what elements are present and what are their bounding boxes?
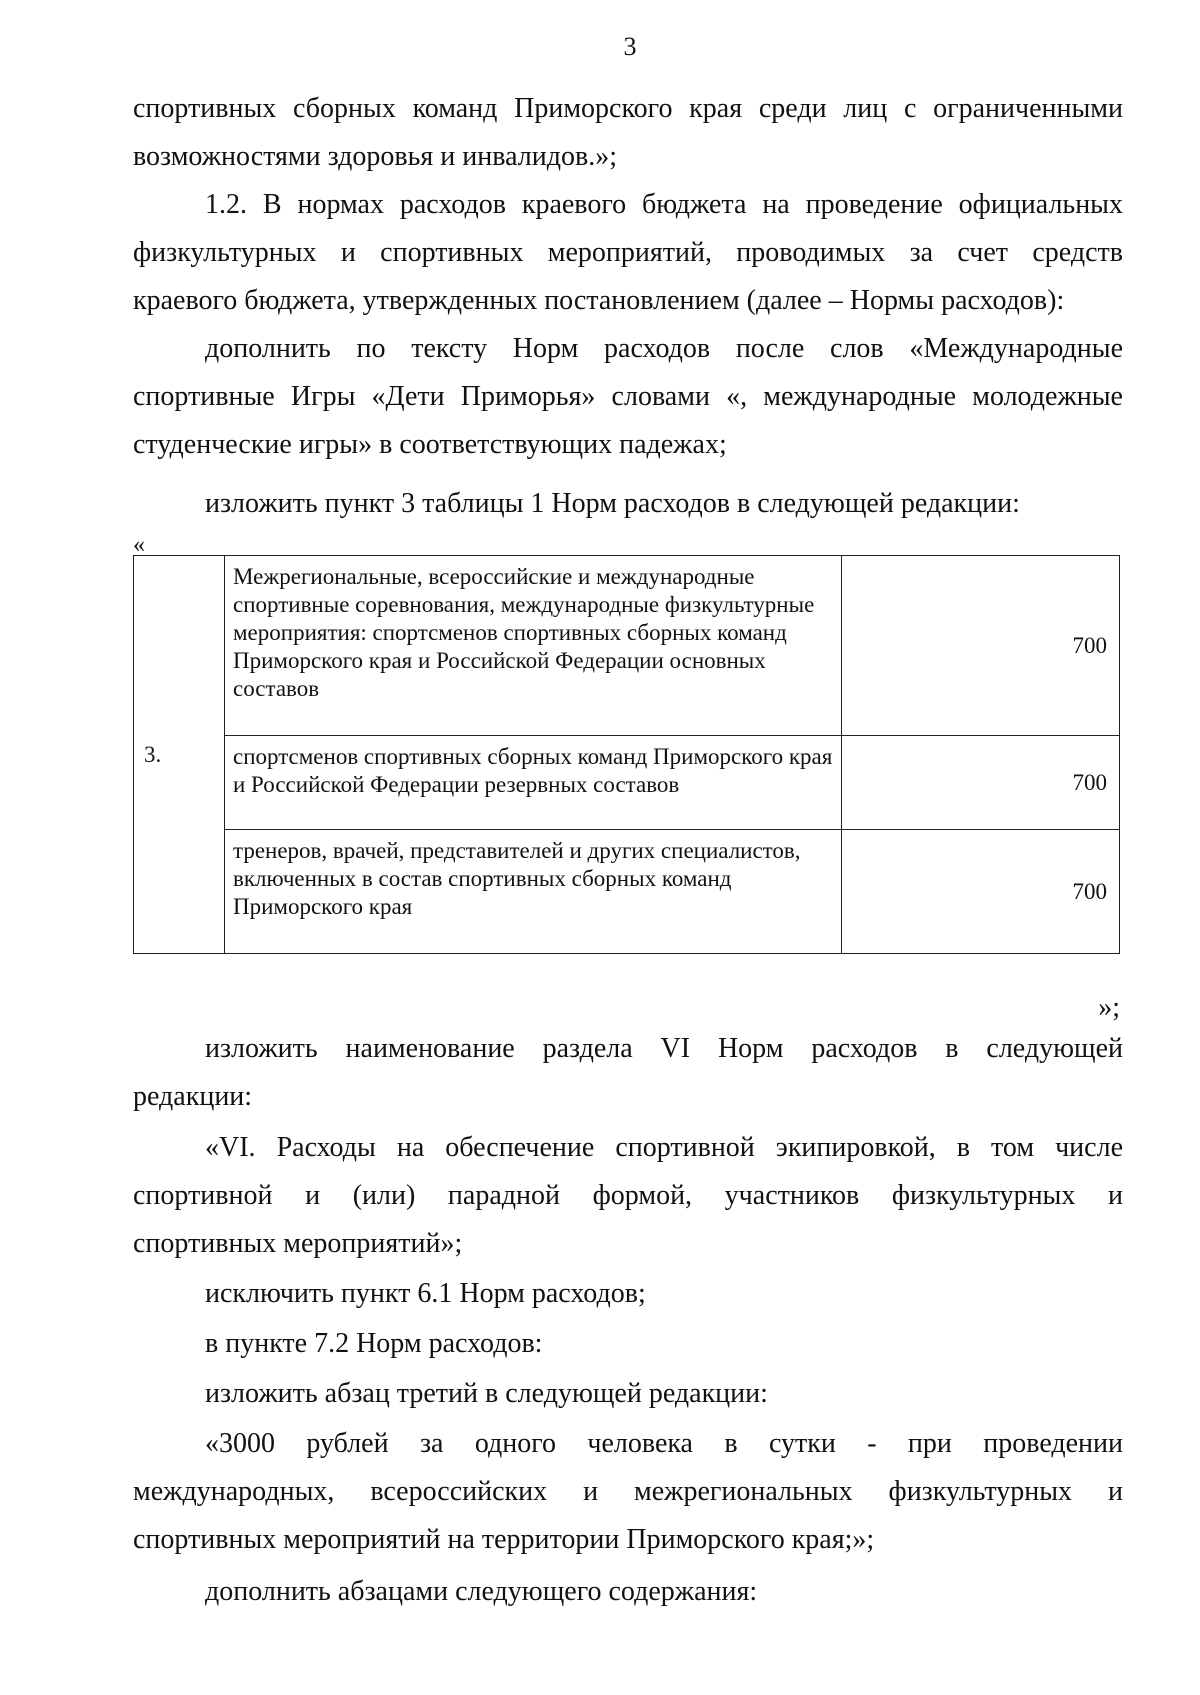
section-vi-name-line-1: изложить наименование раздела VI Норм расходов в следующей [205, 1033, 1123, 1064]
supplement-line-3: студенческие игры» в соответствующих падежах; [133, 429, 727, 460]
section-vi-text-line-3: спортивных мероприятий»; [133, 1228, 463, 1259]
section-1-2-line-3: краевого бюджета, утвержденных постановлением (далее – Нормы расходов): [133, 285, 1065, 316]
description-cell: спортсменов спортивных сборных команд Приморского края и Российской Федерации резервных составов [225, 736, 842, 830]
quote-3000-line-1: «3000 рублей за одного человека в сутки - при проведении [205, 1428, 1123, 1459]
supplement-line-2: спортивные Игры «Дети Приморья» словами «, международные молодежные [133, 381, 1123, 412]
value-cell: 700 [842, 556, 1120, 736]
quote-close-mark: »; [1098, 992, 1120, 1023]
intro-line-2: возможностями здоровья и инвалидов.»; [133, 141, 617, 172]
quote-open-mark: « [133, 532, 145, 558]
quote-3000-line-3: спортивных мероприятий на территории Приморского края;»; [133, 1524, 875, 1555]
table-row [134, 736, 1120, 830]
value-cell: 700 [842, 736, 1120, 830]
quote-3000-line-2: международных, всероссийских и межрегиональных физкультурных и [133, 1476, 1123, 1507]
exclude-6-1: исключить пункт 6.1 Норм расходов; [205, 1278, 646, 1309]
norms-table [133, 555, 1120, 954]
section-1-2-line-2: физкультурных и спортивных мероприятий, проводимых за счет средств [133, 237, 1123, 268]
table-intro: изложить пункт 3 таблицы 1 Норм расходов в следующей редакции: [205, 488, 1020, 519]
section-1-2-line-1: 1.2. В нормах расходов краевого бюджета на проведение официальных [205, 189, 1123, 220]
intro-line-1: спортивных сборных команд Приморского края среди лиц с ограниченными [133, 93, 1123, 124]
description-cell: тренеров, врачей, представителей и других специалистов, включенных в состав спортивных сборных команд Приморского края [225, 830, 842, 954]
add-paragraphs: дополнить абзацами следующего содержания: [205, 1576, 758, 1607]
section-vi-text-line-1: «VI. Расходы на обеспечение спортивной экипировкой, в том числе [205, 1132, 1123, 1163]
section-vi-name-line-2: редакции: [133, 1081, 253, 1112]
section-vi-text-line-2: спортивной и (или) парадной формой, участников физкультурных и [133, 1180, 1123, 1211]
point-7-2: в пункте 7.2 Норм расходов: [205, 1328, 543, 1359]
description-cell: Межрегиональные, всероссийские и международные спортивные соревнования, международные физкультурные мероприятия: спортсменов спортивных сборных команд Приморского края и Российской Федерации основных составов [225, 556, 842, 736]
table-row [134, 556, 1120, 736]
value-cell: 700 [842, 830, 1120, 954]
table-row [134, 830, 1120, 954]
item-number-cell: 3. [134, 556, 225, 954]
third-paragraph: изложить абзац третий в следующей редакции: [205, 1378, 768, 1409]
page-number: 3 [623, 32, 637, 61]
supplement-line-1: дополнить по тексту Норм расходов после слов «Международные [205, 333, 1123, 364]
